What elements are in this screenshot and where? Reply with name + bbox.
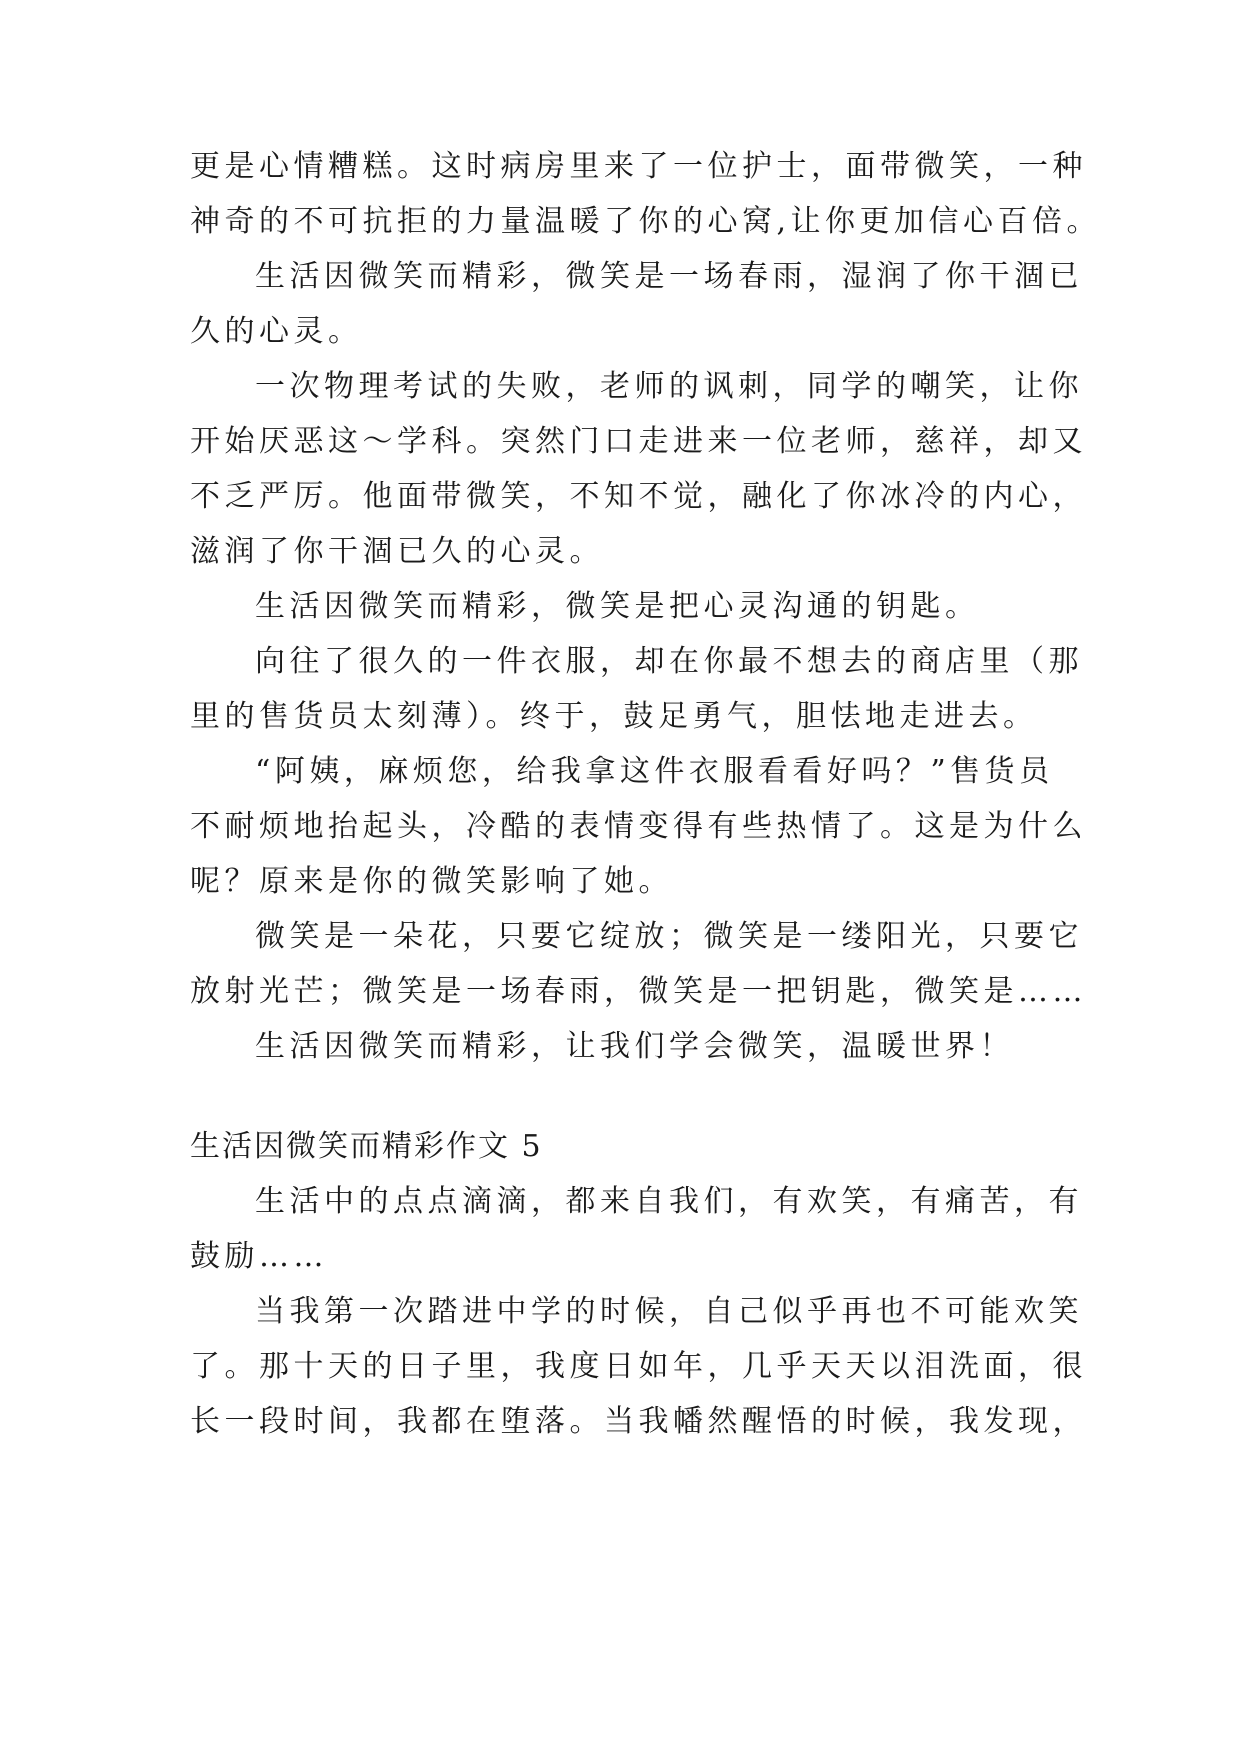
text-line: 神奇的不可抗拒的力量温暖了你的心窝,让你更加信心百倍。 bbox=[190, 204, 1102, 239]
text-line: 长一段时间，我都在堕落。当我幡然醒悟的时候，我发现， bbox=[190, 1404, 1087, 1439]
text-line: 了。那十天的日子里，我度日如年，几乎天天以泪洗面，很 bbox=[190, 1349, 1087, 1384]
paragraph-first-line: 生活中的点点滴滴，都来自我们，有欢笑，有痛苦，有 bbox=[255, 1184, 1083, 1219]
paragraph-first-line: 生活因微笑而精彩，微笑是一场春雨，湿润了你干涸已 bbox=[255, 259, 1083, 294]
text-line: 鼓励…… bbox=[190, 1239, 328, 1274]
text-line: 里的售货员太刻薄）。终于，鼓足勇气，胆怯地走进去。 bbox=[190, 699, 1038, 734]
paragraph-first-line: 微笑是一朵花，只要它绽放；微笑是一缕阳光，只要它 bbox=[255, 919, 1083, 954]
paragraph-first-line: 生活因微笑而精彩，微笑是把心灵沟通的钥匙。 bbox=[255, 589, 980, 624]
paragraph-first-line: 向往了很久的一件衣服，却在你最不想去的商店里（那 bbox=[255, 644, 1083, 679]
paragraph-first-line: 当我第一次踏进中学的时候，自己似乎再也不可能欢笑 bbox=[255, 1294, 1083, 1329]
section-heading: 生活因微笑而精彩作文 5 bbox=[190, 1129, 543, 1164]
paragraph-first-line: “阿姨，麻烦您，给我拿这件衣服看看好吗？”售货员 bbox=[255, 754, 1054, 789]
text-line: 呢？原来是你的微笑影响了她。 bbox=[190, 864, 673, 899]
paragraph-first-line: 生活因微笑而精彩，让我们学会微笑，温暖世界！ bbox=[255, 1029, 1014, 1064]
text-line: 放射光芒；微笑是一场春雨，微笑是一把钥匙，微笑是…… bbox=[190, 974, 1087, 1009]
text-line: 不耐烦地抬起头，冷酷的表情变得有些热情了。这是为什么 bbox=[190, 809, 1087, 844]
text-line: 开始厌恶这～学科。突然门口走进来一位老师，慈祥，却又 bbox=[190, 424, 1087, 459]
text-line: 久的心灵。 bbox=[190, 314, 363, 349]
text-line: 更是心情糟糕。这时病房里来了一位护士，面带微笑，一种 bbox=[190, 149, 1087, 184]
text-line: 不乏严厉。他面带微笑，不知不觉，融化了你冰冷的内心， bbox=[190, 479, 1087, 514]
paragraph-first-line: 一次物理考试的失败，老师的讽刺，同学的嘲笑，让你 bbox=[255, 369, 1083, 404]
text-line: 滋润了你干涸已久的心灵。 bbox=[190, 534, 604, 569]
